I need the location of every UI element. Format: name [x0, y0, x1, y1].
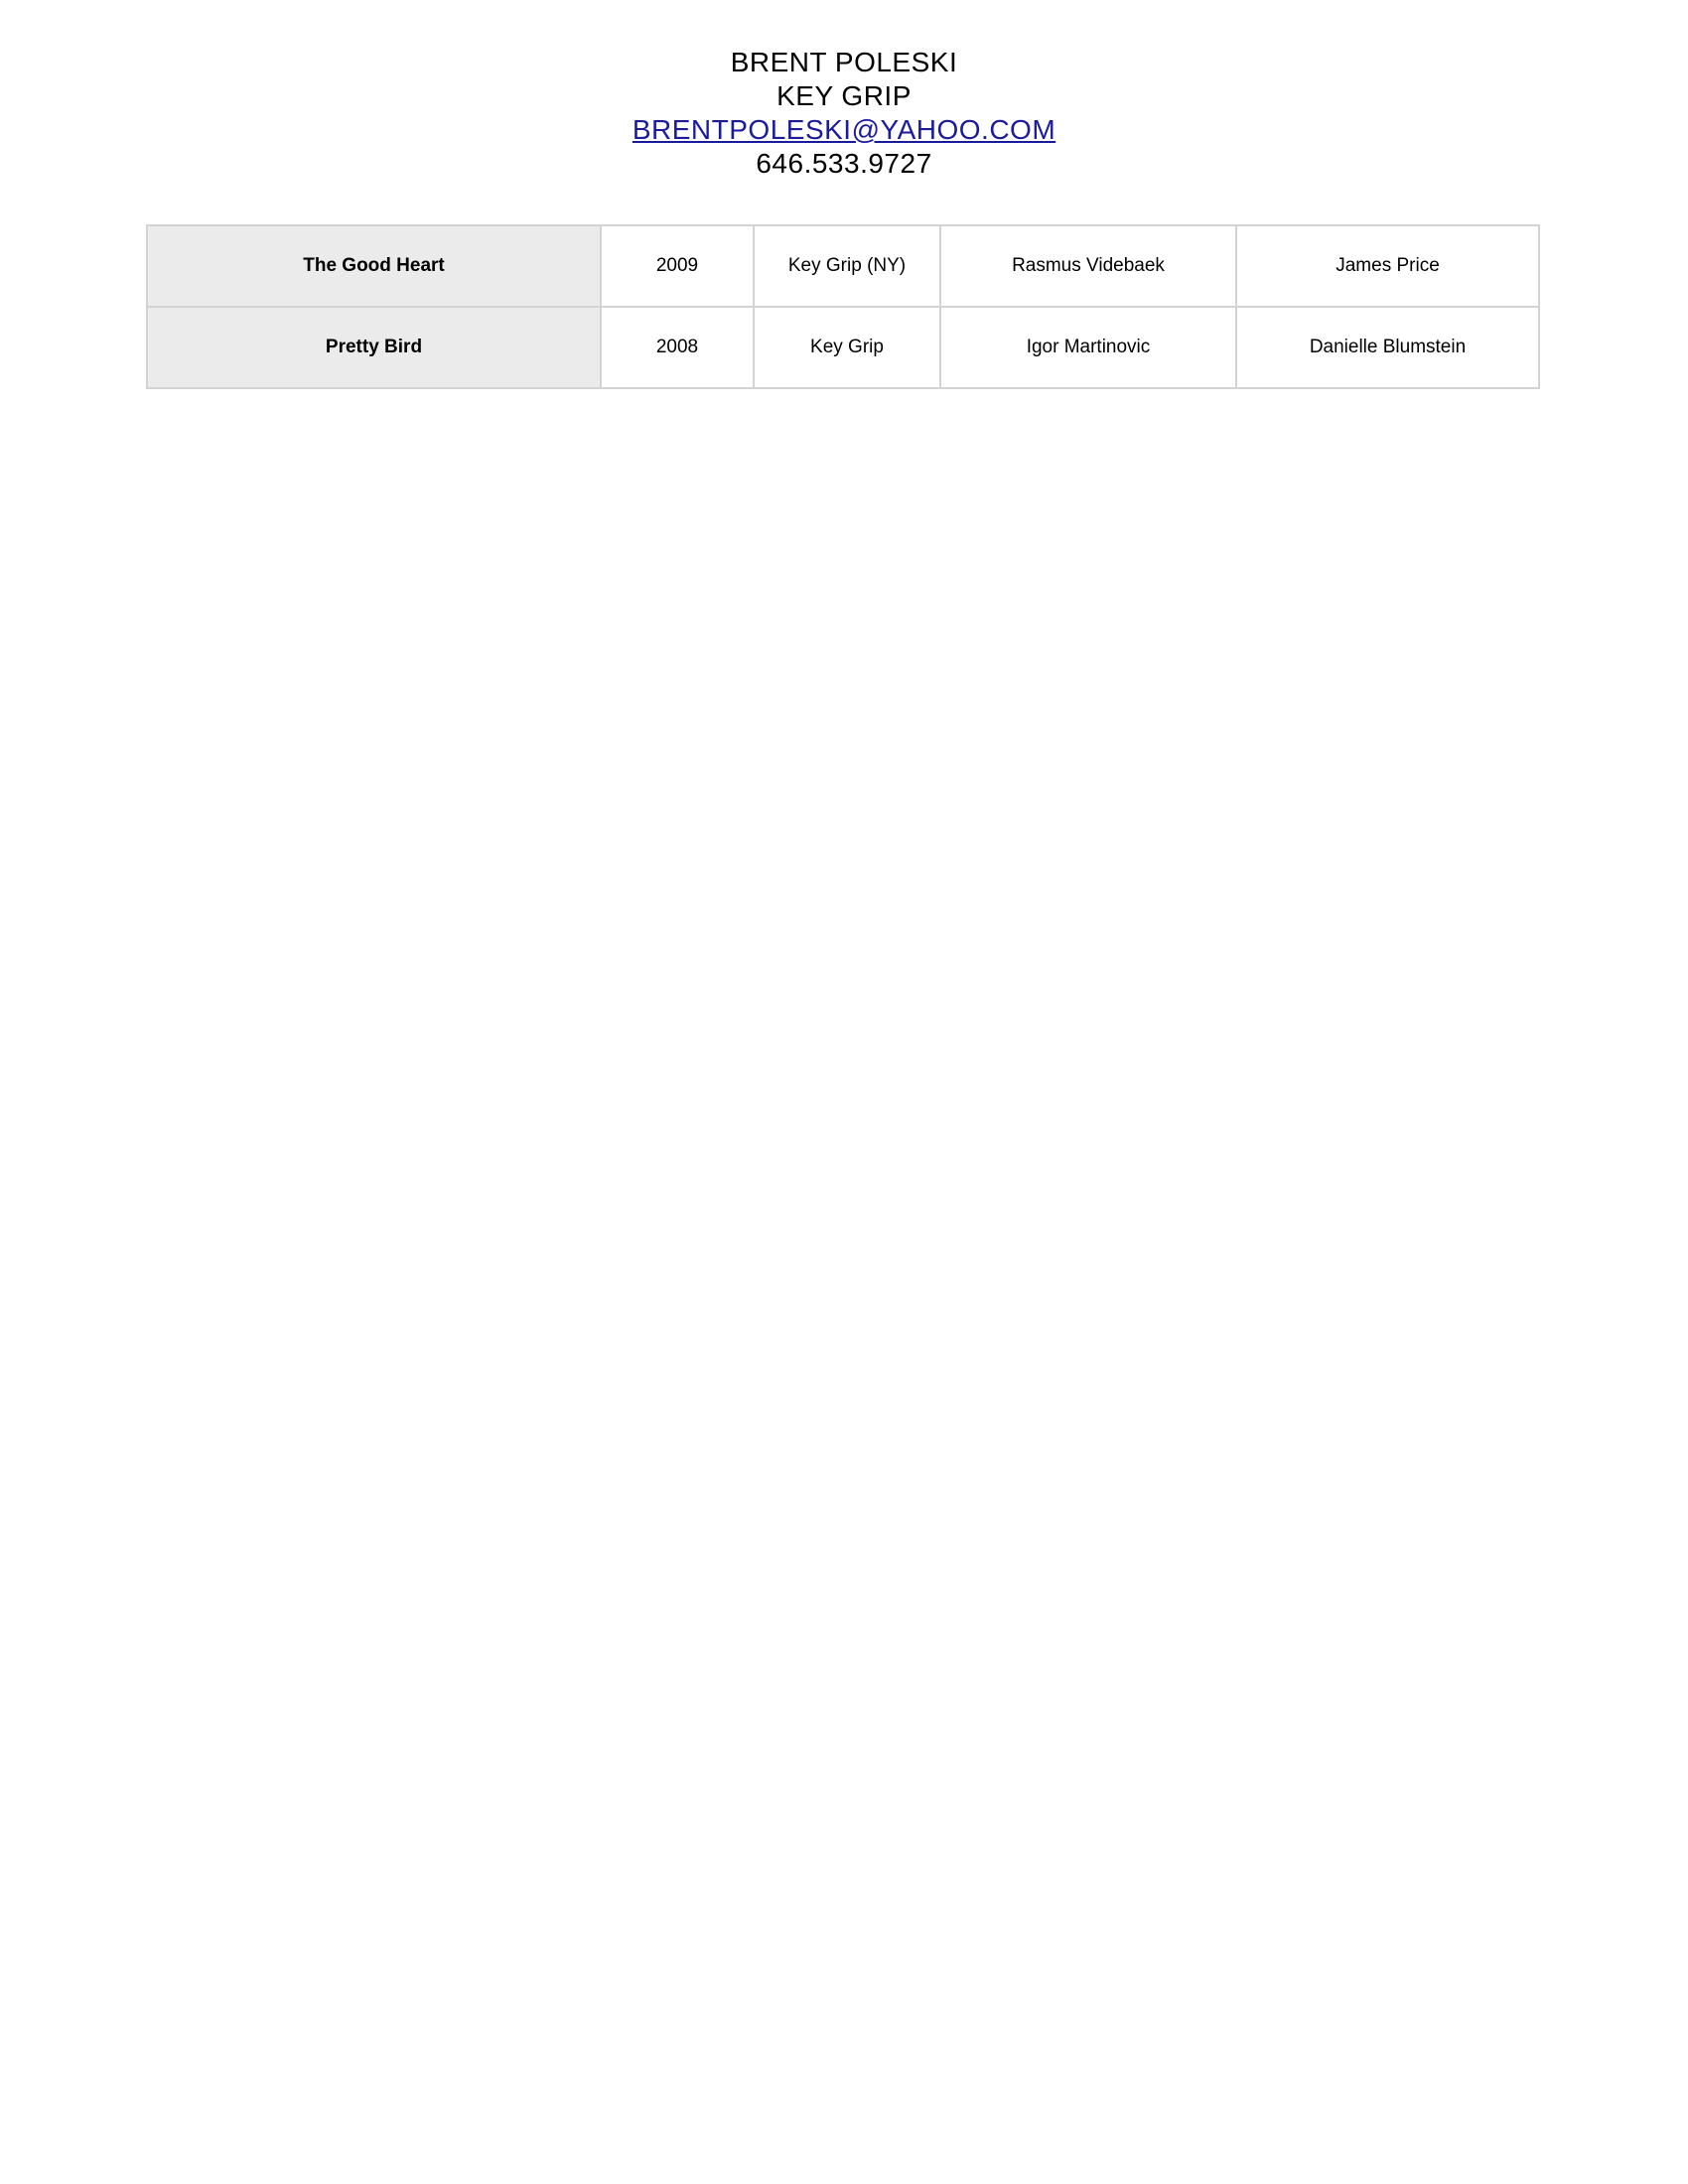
- contact-phone: 646.533.9727: [756, 148, 932, 179]
- filmography-table: [146, 224, 1540, 389]
- contact-role: KEY GRIP: [776, 80, 912, 111]
- film-title-cell: Pretty Bird: [147, 307, 601, 388]
- film-cinematographer-cell: Rasmus Videbaek: [940, 225, 1236, 307]
- contact-name: BRENT POLESKI: [730, 47, 958, 77]
- film-position-cell: Key Grip (NY): [754, 225, 940, 307]
- table-row: [147, 225, 1539, 307]
- film-position-cell: Key Grip: [754, 307, 940, 388]
- film-cinematographer-cell: Igor Martinovic: [940, 307, 1236, 388]
- film-producer-cell: James Price: [1236, 225, 1539, 307]
- film-year-cell: 2008: [601, 307, 754, 388]
- film-title-cell: The Good Heart: [147, 225, 601, 307]
- film-year-cell: 2009: [601, 225, 754, 307]
- contact-header: [0, 46, 1688, 181]
- film-producer-cell: Danielle Blumstein: [1236, 307, 1539, 388]
- table-row: [147, 307, 1539, 388]
- email-link[interactable]: BRENTPOLESKI@YAHOO.COM: [632, 114, 1056, 145]
